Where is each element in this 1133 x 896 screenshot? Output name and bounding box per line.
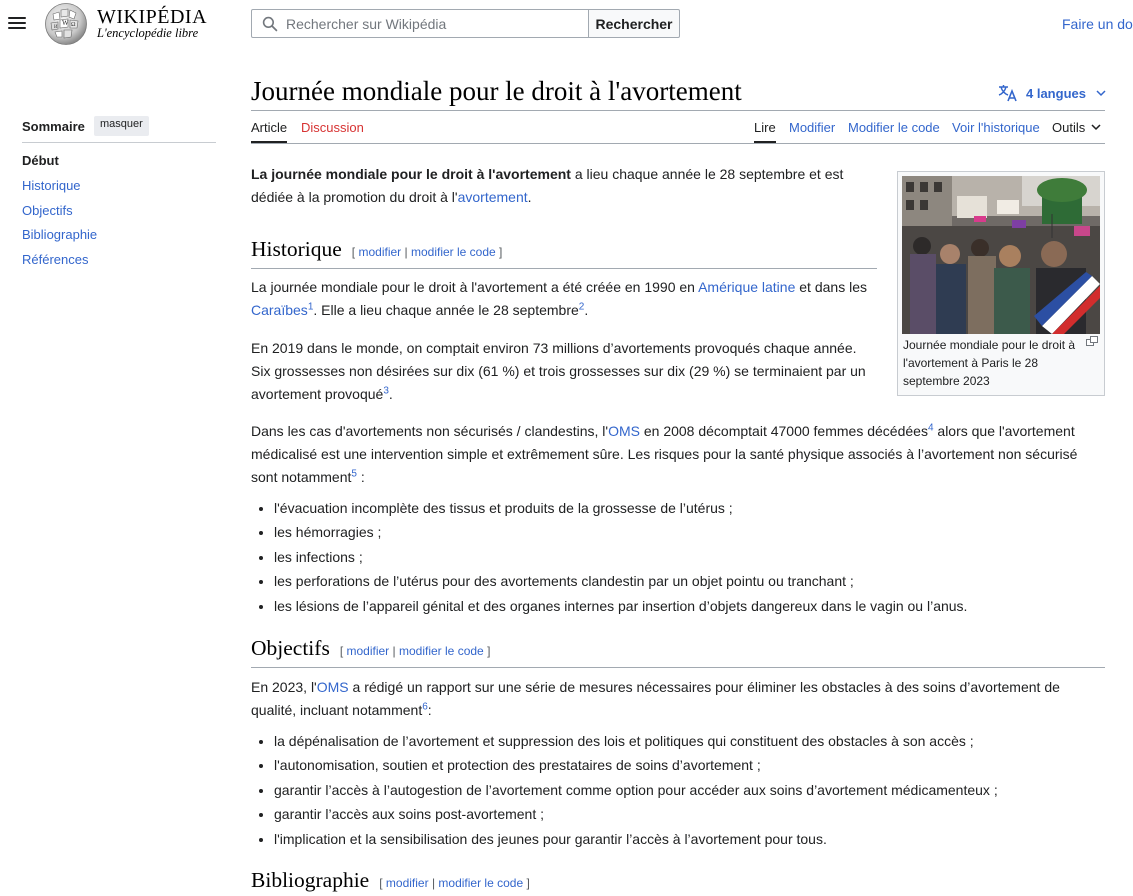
translate-icon [998,84,1018,102]
section-heading-text: Objectifs [251,636,330,660]
paragraph-text: La journée mondiale pour le droit à l'avortement a été créée en 1990 en [251,279,699,295]
list-item: • l'autonomisation, soutien et protection des prestataires de soins d’avortement ; [274,753,1105,777]
list-item: • les perforations de l’utérus pour des avortements clandestin par un objet pointu ou tranchant ; [274,569,1105,593]
list-item: • garantir l’accès à l’autogestion de l’avortement comme option pour accéder aux soins d’avortement médicamenteux ; [274,778,1105,802]
avortement-link[interactable]: avortement [457,189,528,205]
wikipedia-wordmark[interactable]: WIKIPÉDIA [97,6,208,28]
separator: | [404,245,408,259]
language-count-label: 4 langues [1026,85,1086,101]
toc-item-debut[interactable]: Début [22,153,59,168]
tools-label: Outils [1052,120,1086,135]
march-photo[interactable] [902,176,1100,334]
wikipedia-globe-logo-icon[interactable] [43,2,89,46]
donate-link[interactable]: Faire un do [1062,16,1133,32]
tab-edit-source[interactable]: Modifier le code [848,120,940,135]
tab-history[interactable]: Voir l'historique [952,120,1040,135]
paragraph-text: et dans les [795,279,867,295]
list-item: • les infections ; [274,545,1105,569]
list-item: • garantir l’accès aux soins post-avortement ; [274,802,1105,826]
wikipedia-tagline: L'encyclopédie libre [97,26,199,40]
toc-item-objectifs[interactable]: Objectifs [22,203,73,218]
search-icon [262,16,278,32]
separator: | [392,644,396,658]
oms-link[interactable]: OMS [316,679,349,695]
edit-section-source-link[interactable]: modifier le code [438,876,524,890]
section-heading-bibliographie [251,868,530,893]
section-heading-text: Bibliographie [251,868,370,892]
bracket: ] [487,644,491,658]
svg-text:W: W [62,19,69,27]
amerique-latine-link[interactable]: Amérique latine [698,279,796,295]
bracket: [ [379,876,383,890]
list-item: • les hémorragies ; [274,520,1105,544]
intro-paragraph [251,163,876,209]
hamburger-bar [8,22,26,24]
paragraph-text: En 2023, l' [251,679,317,695]
paragraph-text: : [356,469,365,485]
section-heading-objectifs [251,636,490,661]
tab-read[interactable]: Lire [754,120,776,135]
toc-title: Sommaire [22,119,85,134]
section-edit-links [379,876,530,890]
bracket: [ [351,245,356,259]
language-selector-button[interactable] [998,84,1114,102]
search-input[interactable] [284,11,584,36]
reference-6[interactable]: 6 [422,701,428,713]
bracket: [ [339,644,344,658]
reference-1[interactable]: 1 [307,301,314,313]
reference-4[interactable]: 4 [927,422,934,434]
paragraph-text: En 2019 dans le monde, on comptait environ 73 millions d’avortements provoqués chaque année. Six grossesses non désirées sur dix (61 %) et trois grossesses sur dix (29 %) se terminaient par un avortement provoqué [251,340,866,402]
paragraph-text: . [388,386,393,402]
section-edit-links [340,644,491,658]
intro-bold-term: La journée mondiale pour le droit à l'avortement [251,166,571,182]
reference-3[interactable]: 3 [383,385,389,397]
paragraph-text: : [427,702,432,718]
tabs-divider [251,143,1105,144]
toc-divider [22,142,216,143]
main-menu-button[interactable] [8,14,26,32]
bracket: ] [526,876,530,890]
svg-text:Ω: Ω [71,22,76,28]
edit-section-link[interactable]: modifier [358,245,402,259]
edit-section-source-link[interactable]: modifier le code [410,245,496,259]
edit-section-link[interactable]: modifier [346,644,390,658]
chevron-down-icon [1091,124,1101,131]
bracket: ] [499,245,503,259]
tab-discussion[interactable]: Discussion [301,120,364,135]
paragraph-text: a rédigé un rapport sur une série de mesures nécessaires pour éliminer les obstacles à des soins d’avortement de qualité, incluant notamment [251,679,1060,718]
section-edit-links [352,245,503,259]
paragraph-text: en 2008 décomptait 47000 femmes décédées [639,423,928,439]
section-divider [251,667,1105,668]
toc-item-references[interactable]: Références [22,252,89,267]
historique-paragraph-3 [251,420,1105,489]
list-item: • l'implication et la sensibilisation des jeunes pour garantir l’accès à l’avortement pour tous. [274,827,1105,851]
toc-hide-button[interactable]: masquer [94,116,149,136]
search-box[interactable] [251,9,589,38]
intro-text: . [527,189,532,205]
page-title: Journée mondiale pour le droit à l'avortement [251,76,742,106]
thumbnail-caption: Journée mondiale pour le droit à l'avortement à Paris le 28 septembre 2023 [903,338,1076,388]
svg-text:И: И [54,25,58,30]
paragraph-text: Dans les cas d'avortements non sécurisés / clandestins, l' [251,423,609,439]
historique-paragraph-1 [251,276,876,322]
paragraph-text: . Elle a lieu chaque année le 28 septembre [313,302,579,318]
thumbnail-figure [897,171,1105,396]
historique-paragraph-2 [251,337,876,406]
section-heading-text: Historique [251,237,342,261]
separator: | [431,876,436,890]
reference-2[interactable]: 2 [578,301,585,313]
reference-5[interactable]: 5 [351,468,357,480]
toc-item-historique[interactable]: Historique [22,178,81,193]
hamburger-bar [8,27,26,29]
section-divider [251,268,877,269]
tab-edit[interactable]: Modifier [789,120,836,135]
toc-item-bibliographie[interactable]: Bibliographie [22,227,98,242]
risks-list [251,496,1105,618]
list-item: • l'évacuation incomplète des tissus et produits de la grossesse de l’utérus ; [274,496,1105,520]
paragraph-text: alors que l'avortement médicalisé est une intervention simple et extrêmement sûre. Les risques pour la santé physique associés à l’avortement non sécurisé sont notamment [251,423,1078,485]
tab-article[interactable]: Article [251,120,288,135]
oms-link[interactable]: OMS [608,423,640,439]
hamburger-bar [8,17,26,19]
enlarge-icon[interactable] [1086,336,1098,346]
measures-list [251,729,1105,851]
section-heading-historique [251,237,502,262]
edit-section-source-link[interactable]: modifier le code [399,644,484,658]
search-button[interactable]: Rechercher [588,9,680,38]
list-item: • la dépénalisation de l’avortement et suppression des lois et politiques qui constituent des obstacles à son accès ; [274,729,1105,753]
caraibes-link[interactable]: Caraïbes [251,302,308,318]
objectifs-paragraph [251,676,1105,722]
list-item: • les lésions de l’appareil génital et des organes internes par insertion d’objets dangereux dans le vagin ou l’anus. [274,594,1105,618]
intro-text: a lieu chaque année le 28 septembre et est dédiée à la promotion du droit à l' [251,166,844,205]
paragraph-text: . [584,302,589,318]
tools-dropdown[interactable] [1052,120,1101,135]
chevron-down-icon [1096,90,1106,97]
title-divider [251,110,1105,111]
edit-section-link[interactable]: modifier [385,876,429,890]
